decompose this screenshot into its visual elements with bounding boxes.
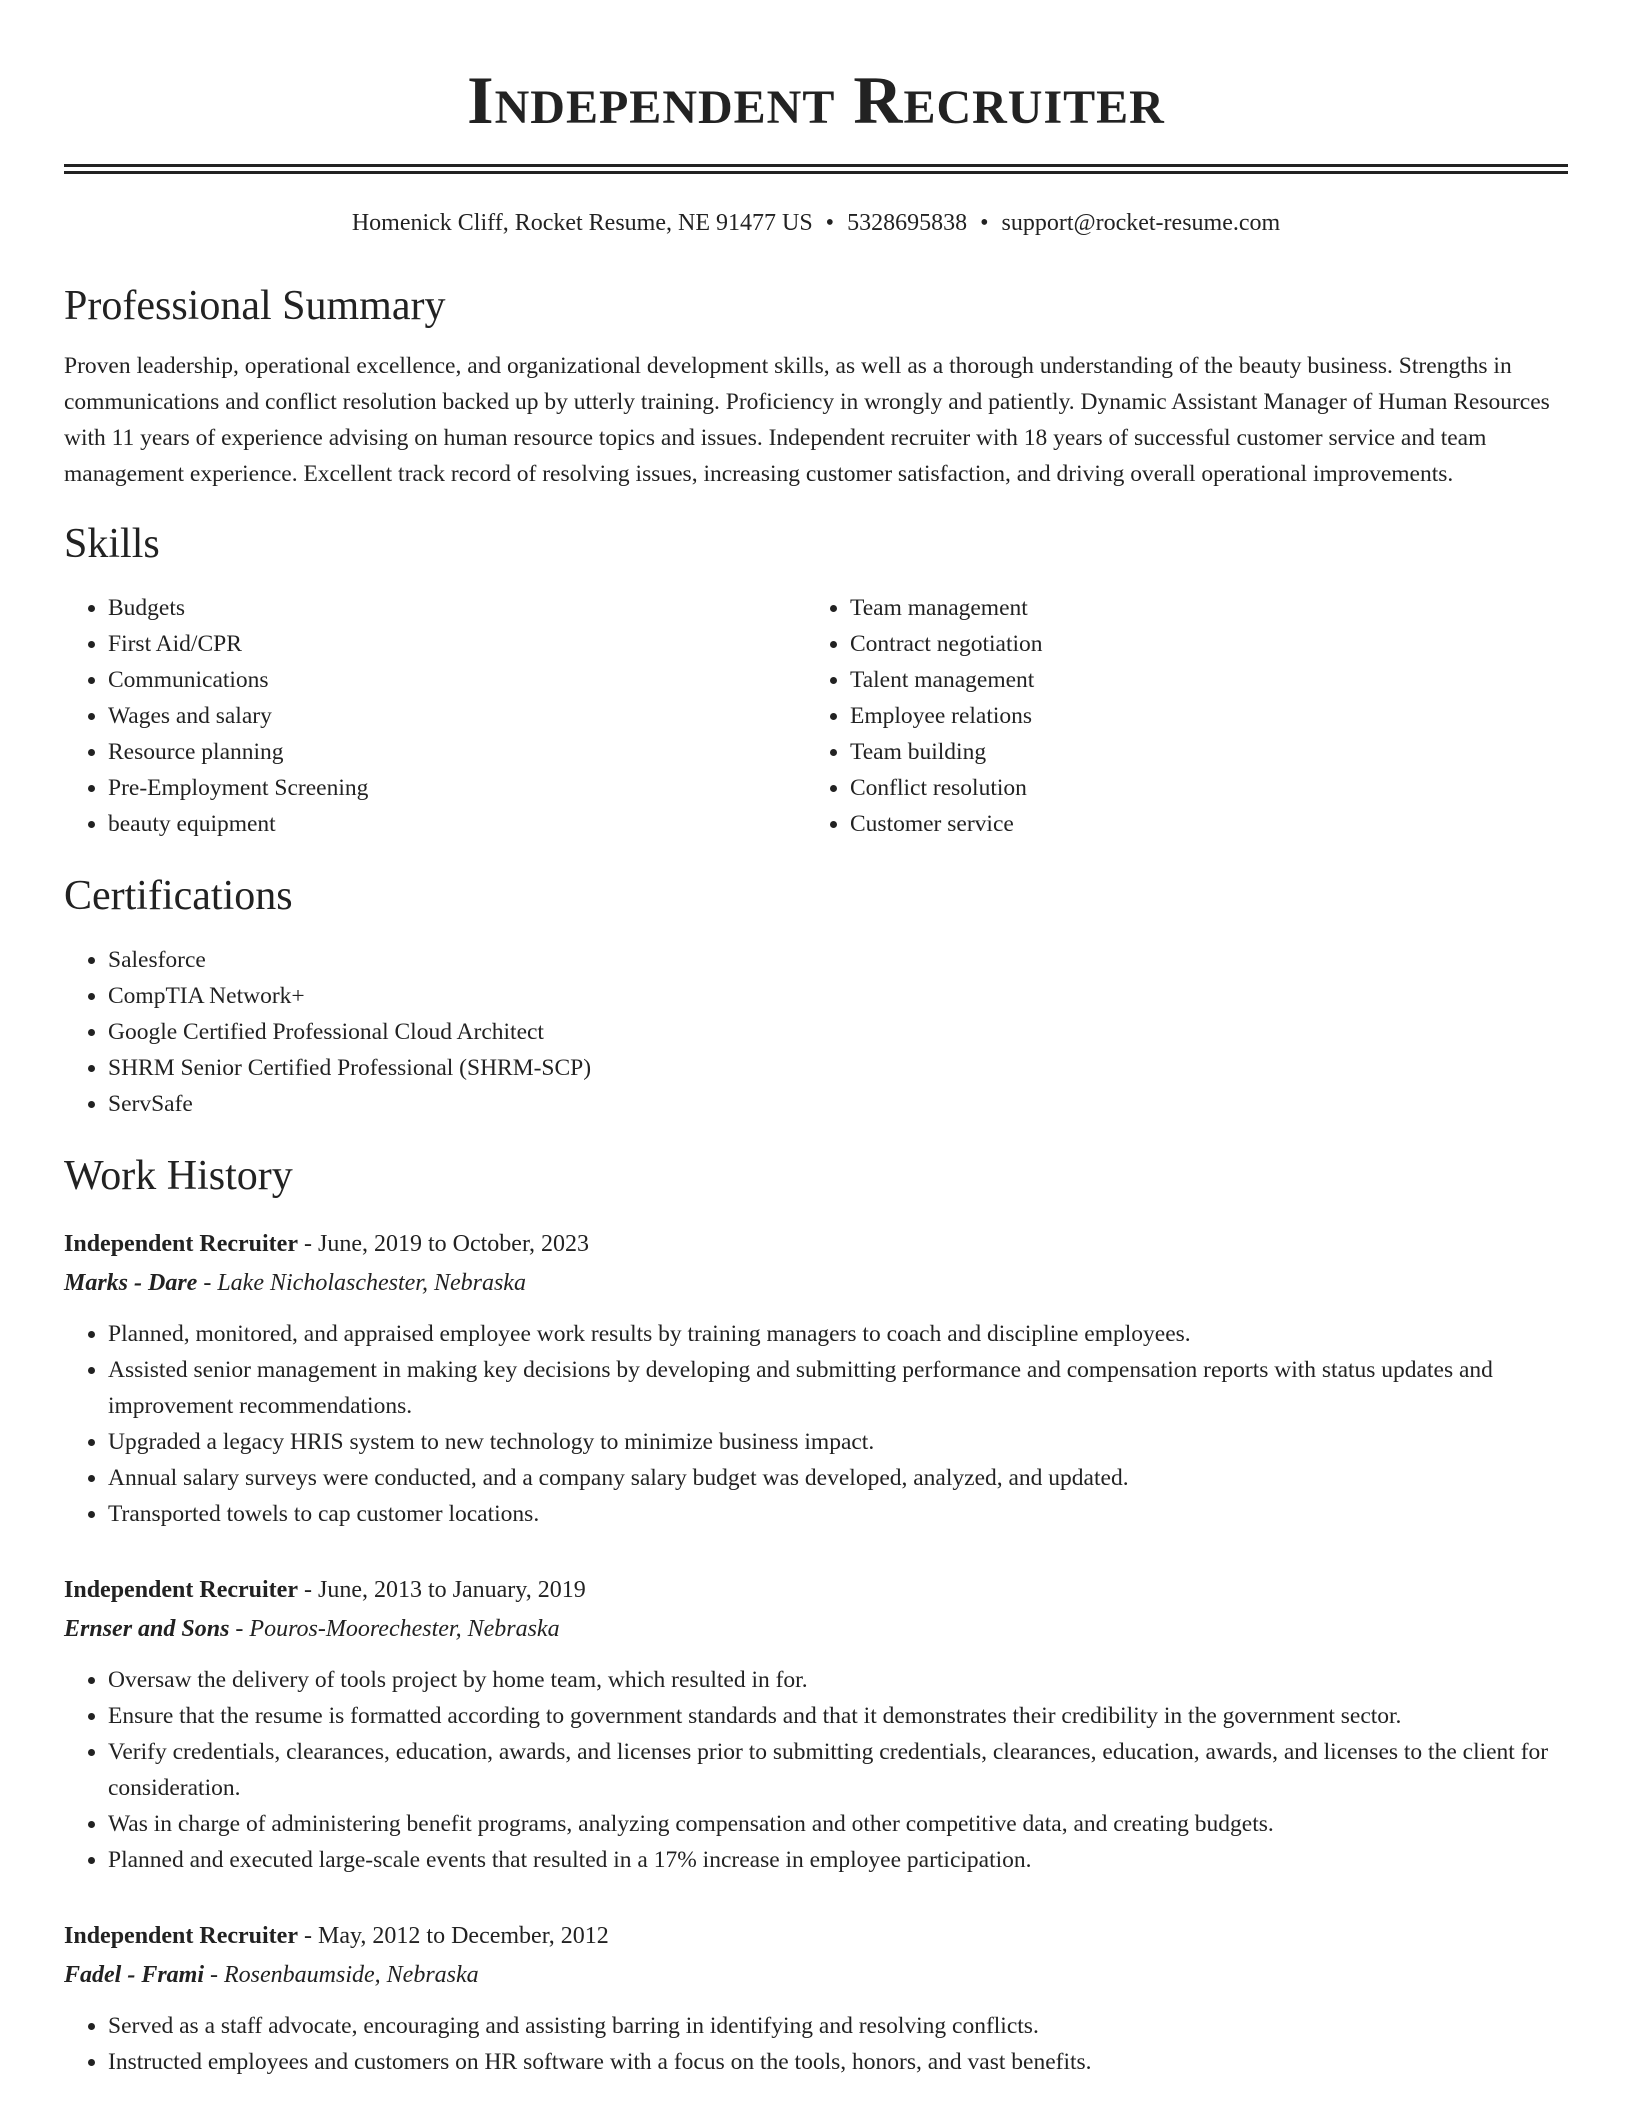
skill-item: • Employee relations xyxy=(850,698,1548,734)
job-company: Ernser and Sons xyxy=(64,1616,230,1642)
job-bullet: • Transported towels to cap customer locations. xyxy=(108,1496,1568,1532)
certification-item: • Salesforce xyxy=(108,942,1568,978)
skills-list-right xyxy=(806,590,1548,842)
job-title-line xyxy=(64,1224,1568,1264)
job-entry xyxy=(64,1916,1568,2080)
skills-columns xyxy=(64,590,1568,842)
job-company-line xyxy=(64,1956,1568,1994)
skill-item: • Wages and salary xyxy=(108,698,806,734)
skill-item: • Talent management xyxy=(850,662,1548,698)
job-dates: - June, 2013 to January, 2019 xyxy=(297,1577,586,1603)
skill-item: • First Aid/CPR xyxy=(108,626,806,662)
job-bullet: • Planned and executed large-scale events that resulted in a 17% increase in employee participation. xyxy=(108,1842,1568,1878)
job-title-line xyxy=(64,1570,1568,1610)
job-bullet: • Served as a staff advocate, encouraging and assisting barring in identifying and resolving conflicts. xyxy=(108,2008,1568,2044)
skills-heading: Skills xyxy=(64,521,160,567)
summary-heading: Professional Summary xyxy=(64,283,446,329)
certifications-list xyxy=(64,942,1568,1122)
summary-text: Proven leadership, operational excellence, and organizational development skills, as well as a thorough understanding of the beauty business. Strengths in communications and conflict resolution backed up by utterly training. Proficiency in wrongly and patiently. Dynamic Assistant Manager of Human Resources with 11 years of experience advising on human resource topics and issues. Independent recruiter with 18 years of successful customer service and team management experience. Excellent track record of resolving issues, increasing customer satisfaction, and driving overall operational improvements. xyxy=(64,353,1550,487)
job-bullets xyxy=(64,2008,1568,2080)
skills-list-left xyxy=(64,590,806,842)
job-bullet: • Planned, monitored, and appraised employee work results by training managers to coach and discipline employees. xyxy=(108,1316,1568,1352)
job-location: - Lake Nicholaschester, Nebraska xyxy=(197,1270,526,1296)
certification-item: • ServSafe xyxy=(108,1086,1568,1122)
certification-item: • Google Certified Professional Cloud Architect xyxy=(108,1014,1568,1050)
skill-item: • Customer service xyxy=(850,806,1548,842)
certification-item: • CompTIA Network+ xyxy=(108,978,1568,1014)
job-bullets xyxy=(64,1662,1568,1878)
job-dates: - May, 2012 to December, 2012 xyxy=(297,1923,609,1949)
skills-section xyxy=(64,518,1568,842)
job-bullet: • Ensure that the resume is formatted according to government standards and that it demonstrates their credibility in the government sector. xyxy=(108,1698,1568,1734)
job-company: Marks - Dare xyxy=(64,1270,198,1296)
certifications-heading: Certifications xyxy=(64,873,293,919)
contact-phone: 5328695838 xyxy=(847,210,968,236)
summary-section xyxy=(64,280,1568,492)
job-bullet: • Assisted senior management in making key decisions by developing and submitting performance and compensation reports with status updates and improvement recommendations. xyxy=(108,1352,1568,1424)
job-entry xyxy=(64,1570,1568,1878)
work-history-heading: Work History xyxy=(64,1153,293,1199)
skill-item: • Resource planning xyxy=(108,734,806,770)
job-bullet: • Was in charge of administering benefit programs, analyzing compensation and other competitive data, and creating budgets. xyxy=(108,1806,1568,1842)
job-bullet: • Instructed employees and customers on HR software with a focus on the tools, honors, and vast benefits. xyxy=(108,2044,1568,2080)
bullet-separator: • xyxy=(980,210,989,236)
job-title: Independent Recruiter xyxy=(64,1577,298,1603)
skill-item: • Communications xyxy=(108,662,806,698)
candidate-name: Independent Recruiter xyxy=(467,62,1165,138)
skill-item: • Conflict resolution xyxy=(850,770,1548,806)
certifications-section xyxy=(64,870,1568,1122)
skill-item: • Team building xyxy=(850,734,1548,770)
job-dates: - June, 2019 to October, 2023 xyxy=(297,1231,589,1257)
skill-item: • Contract negotiation xyxy=(850,626,1548,662)
resume-page xyxy=(64,0,1568,2080)
skill-item: • Pre-Employment Screening xyxy=(108,770,806,806)
skill-item: • Team management xyxy=(850,590,1548,626)
job-company: Fadel - Frami xyxy=(64,1962,205,1988)
header-double-rule xyxy=(64,164,1568,174)
work-history-section xyxy=(64,1150,1568,2080)
contact-email: support@rocket-resume.com xyxy=(1001,210,1281,236)
job-entry xyxy=(64,1224,1568,1532)
job-bullets xyxy=(64,1316,1568,1532)
job-title: Independent Recruiter xyxy=(64,1923,298,1949)
job-bullet: • Upgraded a legacy HRIS system to new technology to minimize business impact. xyxy=(108,1424,1568,1460)
bullet-separator: • xyxy=(825,210,835,236)
job-title-line xyxy=(64,1916,1568,1956)
skill-item: • Budgets xyxy=(108,590,806,626)
job-location: - Rosenbaumside, Nebraska xyxy=(204,1962,479,1988)
job-title: Independent Recruiter xyxy=(64,1231,298,1257)
contact-address: Homenick Cliff, Rocket Resume, NE 91477 US xyxy=(351,210,813,236)
job-company-line xyxy=(64,1610,1568,1648)
skill-item: • beauty equipment xyxy=(108,806,806,842)
job-bullet: • Verify credentials, clearances, education, awards, and licenses prior to submitting credentials, clearances, education, awards, and licenses to the client for consideration. xyxy=(108,1734,1568,1806)
job-company-line xyxy=(64,1264,1568,1302)
certification-item: • SHRM Senior Certified Professional (SHRM-SCP) xyxy=(108,1050,1568,1086)
contact-line xyxy=(64,208,1568,238)
job-bullet: • Oversaw the delivery of tools project by home team, which resulted in for. xyxy=(108,1662,1568,1698)
job-bullet: • Annual salary surveys were conducted, and a company salary budget was developed, analyzed, and updated. xyxy=(108,1460,1568,1496)
job-location: - Pouros-Moorechester, Nebraska xyxy=(229,1616,560,1642)
